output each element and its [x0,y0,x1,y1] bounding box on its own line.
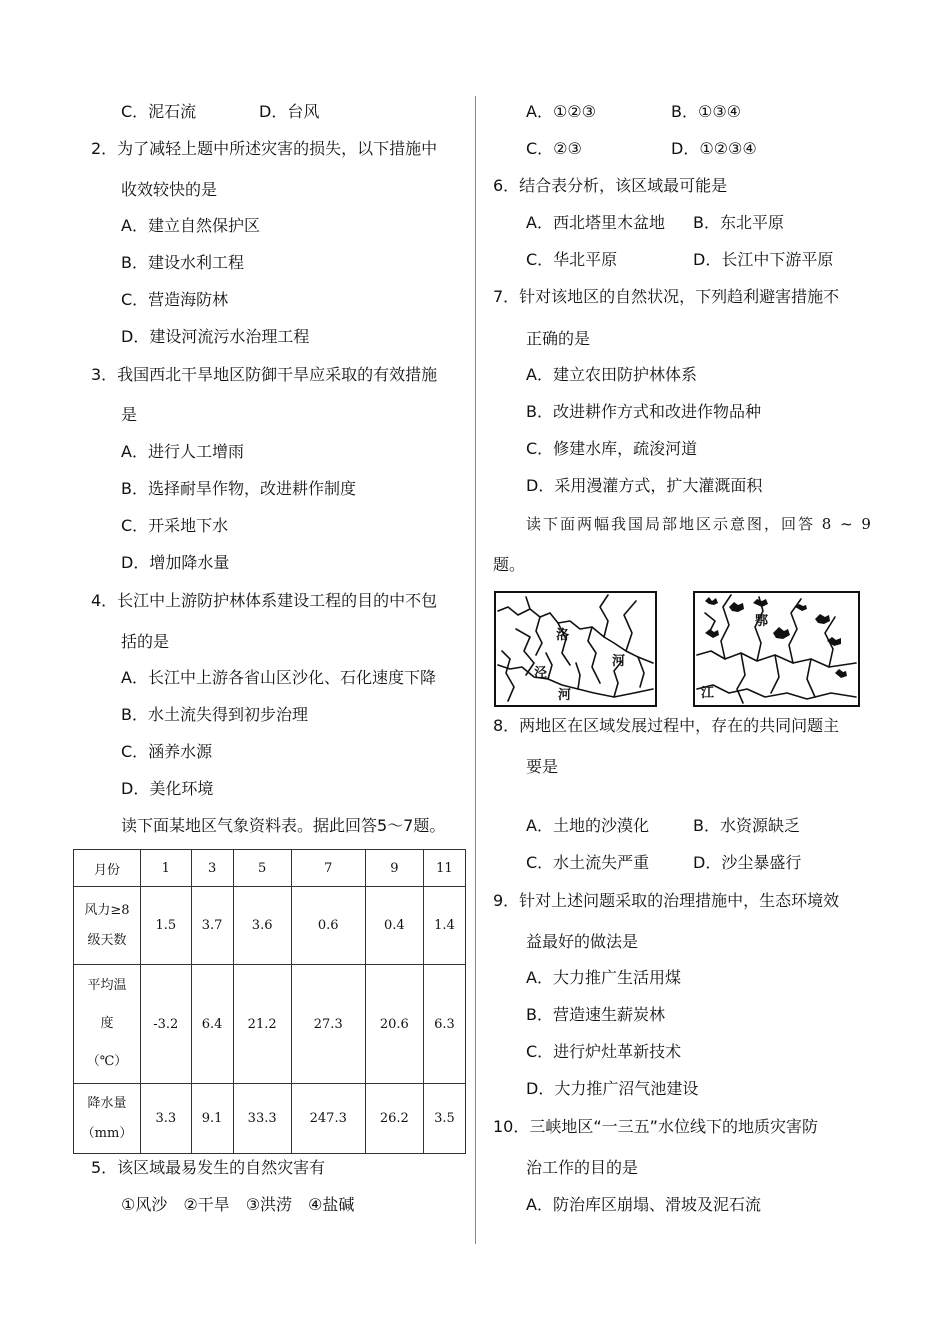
q8-option-a: A．土地的沙漠化 [526,816,649,835]
q4-option-d: D．美化环境 [121,779,214,798]
table-row-wind [74,887,466,965]
table-cell: 27.3 [291,965,365,1084]
row-label-line: （mm） [81,1125,133,1141]
q2-option-a: A．建立自然保护区 [121,216,260,235]
intro-5-7: 读下面某地区气象资料表。据此回答5～7题。 [121,816,446,835]
table-header-cell: 1 [141,850,192,887]
q4-option-a: A．长江中上游各省山区沙化、石化速度下降 [121,668,436,687]
table-cell: 21.2 [233,965,291,1084]
q10-stem-cont: 治工作的目的是 [526,1158,639,1177]
row-label-line: 风力≥8 [84,902,130,918]
row-label-line: 级天数 [87,932,127,948]
row-label-wind [74,887,141,965]
intro-8-9-cont: 题。 [493,555,526,574]
q10-option-a: A．防治库区崩塌、滑坡及泥石流 [526,1195,761,1214]
intro-8-9: 读下面两幅我国局部地区示意图，回答 8 ~ 9 [526,515,873,533]
table-row-temperature [74,965,466,1084]
q8-option-d: D．沙尘暴盛行 [693,853,802,872]
table-cell: 3.7 [191,887,233,965]
q5-option-a: A．①②③ [526,102,596,121]
table-cell: 0.6 [291,887,365,965]
q9-option-c: C．进行炉灶革新技术 [526,1042,682,1061]
q4-stem: 4．长江中上游防护林体系建设工程的目的中不包 [91,591,438,610]
q6-option-c: C．华北平原 [526,250,618,269]
table-cell: 247.3 [291,1084,365,1154]
table-header-cell: 5 [233,850,291,887]
q3-stem: 3．我国西北干旱地区防御干旱应采取的有效措施 [91,365,438,384]
q3-option-b: B．选择耐旱作物，改进耕作制度 [121,479,356,498]
q1-option-d: D．台风 [259,102,320,121]
q5-option-d: D．①②③④ [671,139,757,158]
map2-label: 江 [701,686,715,701]
q7-option-c: C．修建水库，疏浚河道 [526,439,698,458]
q8-option-b: B．水资源缺乏 [693,816,800,835]
map1-label: 河 [612,654,626,669]
q7-option-d: D．采用漫灌方式，扩大灌溉面积 [526,476,763,495]
table-cell: 9.1 [191,1084,233,1154]
q2-option-b: B．建设水利工程 [121,253,244,272]
table-cell: 1.4 [423,887,465,965]
q6-stem: 6．结合表分析，该区域最可能是 [493,176,728,195]
map1-label: 洛 [556,628,570,643]
river-map-1 [496,593,655,705]
map1-label: 河 [558,688,572,703]
table-cell: 0.4 [365,887,423,965]
table-cell: 6.4 [191,965,233,1084]
table-header-cell: 7 [291,850,365,887]
table-cell: 20.6 [365,965,423,1084]
q6-option-d: D．长江中下游平原 [693,250,834,269]
row-label-line: 度 [100,1016,114,1031]
q6-option-a: A．西北塔里木盆地 [526,213,665,232]
q7-stem-cont: 正确的是 [526,329,591,348]
table-row-precipitation [74,1084,466,1154]
q6-option-b: B．东北平原 [693,213,784,232]
table-cell: 26.2 [365,1084,423,1154]
table-header-cell: 11 [423,850,465,887]
q8-stem-cont: 要是 [526,757,559,776]
q9-stem: 9．针对上述问题采取的治理措施中，生态环境效 [493,891,840,910]
q9-stem-cont: 益最好的做法是 [526,932,639,951]
table-cell: -3.2 [141,965,192,1084]
q4-option-b: B．水土流失得到初步治理 [121,705,308,724]
q4-stem-cont: 括的是 [121,632,170,651]
q2-stem-cont: 收效较快的是 [121,180,218,199]
table-header-cell: 9 [365,850,423,887]
q3-stem-cont: 是 [121,405,138,424]
q9-option-b: B．营造速生薪炭林 [526,1005,665,1024]
region-map-1 [494,591,657,707]
q5-stem: 5．该区域最易发生的自然灾害有 [91,1158,326,1177]
q5-options: ①风沙 ②干旱 ③洪涝 ④盐碱 [121,1195,355,1214]
q4-option-c: C．涵养水源 [121,742,213,761]
q3-option-a: A．进行人工增雨 [121,442,244,461]
q2-option-c: C．营造海防林 [121,290,229,309]
row-label-line: （℃） [86,1054,128,1069]
q2-stem: 2．为了减轻上题中所述灾害的损失，以下措施中 [91,139,438,158]
table-cell: 3.6 [233,887,291,965]
q8-stem: 8．两地区在区域发展过程中，存在的共同问题主 [493,716,840,735]
q2-option-d: D．建设河流污水治理工程 [121,327,310,346]
q5-option-b: B．①③④ [671,102,742,121]
q10-stem: 10．三峡地区“一三五”水位线下的地质灾害防 [493,1117,818,1136]
table-cell: 3.3 [141,1084,192,1154]
table-cell: 1.5 [141,887,192,965]
q5-option-c: C．②③ [526,139,582,158]
q8-option-c: C．水土流失严重 [526,853,650,872]
row-label-line: 平均温 [87,978,127,993]
table-header-row [74,850,466,887]
q3-option-d: D．增加降水量 [121,553,230,572]
table-header-cell: 3 [191,850,233,887]
q7-option-b: B．改进耕作方式和改进作物品种 [526,402,761,421]
column-divider [475,96,476,1244]
table-cell: 33.3 [233,1084,291,1154]
map2-label: 鄂 [755,614,769,629]
row-label-line: 降水量 [87,1095,127,1111]
row-label-precipitation [74,1084,141,1154]
table-cell: 3.5 [423,1084,465,1154]
river-map-2 [695,593,858,705]
q7-option-a: A．建立农田防护林体系 [526,365,697,384]
table-cell: 6.3 [423,965,465,1084]
climate-table [73,849,466,1154]
table-header-cell: 月份 [74,850,141,887]
q7-stem: 7．针对该地区的自然状况，下列趋利避害措施不 [493,287,840,306]
q3-option-c: C．开采地下水 [121,516,229,535]
q9-option-d: D．大力推广沼气池建设 [526,1079,699,1098]
q9-option-a: A．大力推广生活用煤 [526,968,681,987]
q1-option-c: C．泥石流 [121,102,197,121]
map1-label: 泾 [534,666,548,681]
row-label-temperature [74,965,141,1084]
region-map-2 [693,591,860,707]
